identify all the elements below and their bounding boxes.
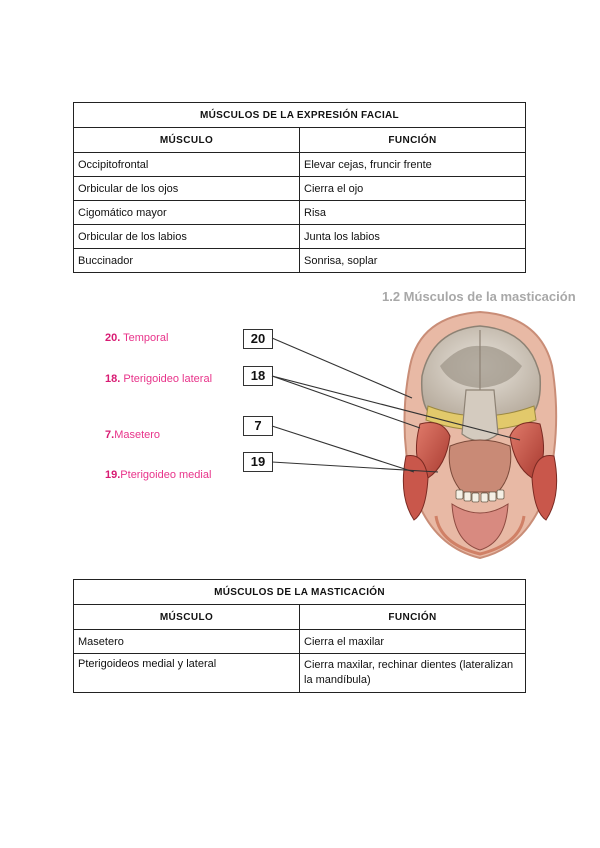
function-cell: Cierra el maxilar [300, 630, 526, 654]
label-masetero [105, 429, 160, 441]
function-cell: Cierra el ojo [300, 177, 526, 201]
facial-expression-muscles-table [73, 102, 526, 273]
muscle-cell: Occipitofrontal [74, 153, 300, 177]
palate [449, 440, 511, 492]
function-cell: Elevar cejas, fruncir frente [300, 153, 526, 177]
section-title: 1.2 Músculos de la masticación [382, 289, 576, 304]
number-box-19: 19 [243, 452, 273, 472]
table-row [74, 177, 526, 201]
muscle-cell: Cigomático mayor [74, 201, 300, 225]
label-number: 18. [105, 373, 121, 385]
mastication-muscles-table [73, 579, 526, 693]
label-temporal [105, 332, 168, 344]
muscle-cell: Orbicular de los ojos [74, 177, 300, 201]
number-box-18: 18 [243, 366, 273, 386]
central-pillar [462, 390, 498, 441]
table-row [74, 153, 526, 177]
muscle-cell: Orbicular de los labios [74, 225, 300, 249]
muscle-cell: Masetero [74, 630, 300, 654]
column-header-muscle: MÚSCULO [74, 605, 300, 630]
table-row [74, 630, 526, 654]
column-header-function: FUNCIÓN [300, 605, 526, 630]
label-number: 20. [105, 332, 121, 344]
label-text: Masetero [114, 429, 161, 441]
function-cell: Risa [300, 201, 526, 225]
table-title: MÚSCULOS DE LA EXPRESIÓN FACIAL [74, 103, 526, 128]
column-header-muscle: MÚSCULO [74, 128, 300, 153]
skull-mastication-illustration [380, 306, 580, 562]
function-cell: Sonrisa, soplar [300, 249, 526, 273]
table-row [74, 654, 526, 693]
number-box-20: 20 [243, 329, 273, 349]
table-row [74, 225, 526, 249]
label-pterigoideo-lateral [105, 373, 212, 385]
function-cell: Junta los labios [300, 225, 526, 249]
muscle-cell: Pterigoideos medial y lateral [74, 654, 300, 693]
table-row [74, 201, 526, 225]
label-number: 7. [105, 429, 115, 441]
label-text: Pterigoideo medial [120, 469, 212, 481]
label-pterigoideo-medial [105, 469, 211, 481]
column-header-function: FUNCIÓN [300, 128, 526, 153]
label-text: Temporal [120, 332, 169, 344]
function-cell: Cierra maxilar, rechinar dientes (lateralizan la mandíbula) [300, 654, 526, 693]
label-text: Pterigoideo lateral [120, 373, 213, 385]
label-number: 19. [105, 469, 121, 481]
number-box-7: 7 [243, 416, 273, 436]
muscle-cell: Buccinador [74, 249, 300, 273]
table-row [74, 249, 526, 273]
table-title: MÚSCULOS DE LA MASTICACIÓN [74, 580, 526, 605]
